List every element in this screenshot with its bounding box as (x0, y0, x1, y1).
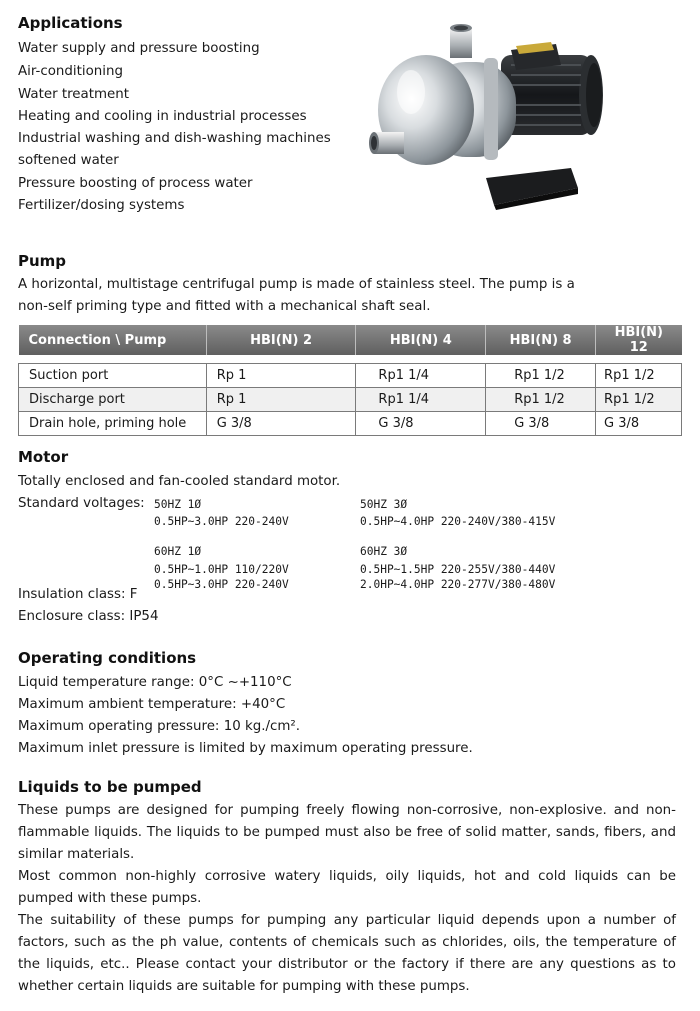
motor-description: Totally enclosed and fan-cooled standard motor. (18, 474, 341, 489)
application-item: Air-conditioning (18, 64, 123, 79)
operating-condition: Maximum inlet pressure is limited by maximum operating pressure. (18, 741, 473, 756)
table-cell: G 3/8 (356, 412, 486, 436)
table-cell: Discharge port (19, 388, 207, 412)
voltage-group-title: 50HZ 1Ø (154, 498, 202, 511)
table-cell: Rp1 1/2 (596, 388, 682, 412)
pump-product-image (366, 10, 606, 215)
liquids-paragraph: Most common non-highly corrosive watery liquids, oily liquids, hot and cold liquids can be pumped with these pumps. (18, 869, 676, 906)
table-row (19, 412, 682, 436)
application-item: Water treatment (18, 87, 130, 102)
application-item: Pressure boosting of process water (18, 176, 253, 191)
table-cell: G 3/8 (596, 412, 682, 436)
pump-description: A horizontal, multistage centrifugal pump is made of stainless steel. The pump is a (18, 277, 575, 292)
table-cell: Rp1 1/2 (596, 364, 682, 388)
voltage-spec: 0.5HP~3.0HP 220-240V (154, 515, 289, 528)
table-cell: Rp1 1/4 (356, 364, 486, 388)
table-header-row (19, 325, 682, 355)
table-row (19, 388, 682, 412)
pump-description: non-self priming type and fitted with a mechanical shaft seal. (18, 299, 431, 314)
enclosure-class: Enclosure class: IP54 (18, 609, 159, 624)
table-row (19, 364, 682, 388)
table-header: Connection \ Pump (19, 325, 207, 355)
application-item: Heating and cooling in industrial processes (18, 109, 307, 124)
voltage-spec: 0.5HP~3.0HP 220-240V (154, 578, 289, 591)
table-header: HBI(N) 2 (206, 325, 356, 355)
application-item: Water supply and pressure boosting (18, 41, 260, 56)
voltage-spec: 0.5HP~1.5HP 220-255V/380-440V (360, 563, 556, 576)
insulation-class: Insulation class: F (18, 587, 138, 602)
table-cell: Rp 1 (206, 388, 356, 412)
table-header: HBI(N) 12 (596, 325, 682, 355)
operating-conditions-heading: Operating conditions (18, 649, 197, 667)
table-cell: Drain hole, priming hole (19, 412, 207, 436)
table-cell: Rp 1 (206, 364, 356, 388)
applications-heading: Applications (18, 14, 123, 32)
liquids-heading: Liquids to be pumped (18, 778, 202, 796)
motor-heading: Motor (18, 448, 69, 466)
operating-condition: Maximum operating pressure: 10 kg./cm². (18, 719, 301, 734)
application-item: Industrial washing and dish-washing machines (18, 131, 331, 146)
voltage-spec: 0.5HP~4.0HP 220-240V/380-415V (360, 515, 556, 528)
voltage-group-title: 60HZ 1Ø (154, 545, 202, 558)
voltage-group-title: 60HZ 3Ø (360, 545, 408, 558)
table-cell: Suction port (19, 364, 207, 388)
connection-spec-table (18, 325, 682, 436)
voltage-spec: 2.0HP~4.0HP 220-277V/380-480V (360, 578, 556, 591)
liquids-paragraph: These pumps are designed for pumping freely flowing non-corrosive, non-explosive. and non-flammable liquids. The liquids to be pumped must also be free of solid matter, sands, fibers, and similar materials. (18, 803, 676, 862)
voltage-spec: 0.5HP~1.0HP 110/220V (154, 563, 289, 576)
operating-condition: Maximum ambient temperature: +40°C (18, 697, 286, 712)
table-cell: G 3/8 (206, 412, 356, 436)
table-cell: Rp1 1/2 (486, 364, 596, 388)
voltages-label: Standard voltages: (18, 496, 145, 511)
voltage-group-title: 50HZ 3Ø (360, 498, 408, 511)
table-cell: Rp1 1/2 (486, 388, 596, 412)
application-item: softened water (18, 153, 119, 168)
table-header: HBI(N) 8 (486, 325, 596, 355)
table-header: HBI(N) 4 (356, 325, 486, 355)
operating-condition: Liquid temperature range: 0°C ~+110°C (18, 675, 292, 690)
table-cell: G 3/8 (486, 412, 596, 436)
application-item: Fertilizer/dosing systems (18, 198, 185, 213)
liquids-paragraph: The suitability of these pumps for pumping any particular liquid depends upon a number of factors, such as the ph value, contents of chemicals such as chlorides, oils, the temperature of the liquids, etc.. Please contact your distributor or the factory if there are any questions as to whether certain liquids are suitable for pumping with these pumps. (18, 913, 676, 994)
pump-heading: Pump (18, 252, 67, 270)
table-cell: Rp1 1/4 (356, 388, 486, 412)
